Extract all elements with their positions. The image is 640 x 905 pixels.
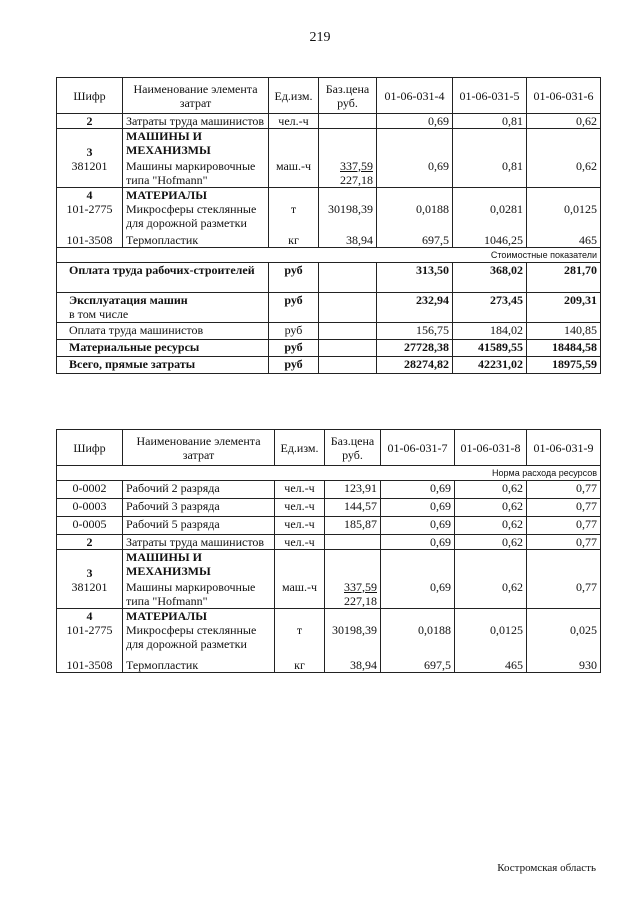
- row-value-2: 0,81: [453, 114, 527, 129]
- header-col-1: 01-06-031-7: [381, 430, 455, 466]
- summary-name: Оплата труда рабочих-строителей: [57, 263, 269, 293]
- row-name: Машины маркировочные типа "Hofmann": [123, 159, 269, 188]
- row-name: Рабочий 2 разряда: [123, 481, 275, 499]
- row-name: Затраты труда машинистов: [123, 114, 269, 129]
- row-value-3: 0,77: [527, 499, 601, 517]
- header-unit: Ед.изм.: [269, 78, 319, 114]
- row-value-2: 1046,25: [453, 230, 527, 248]
- row-value-1: 697,5: [377, 230, 453, 248]
- row-value-2: 0,0125: [455, 623, 527, 651]
- row-value-1: 0,69: [381, 580, 455, 609]
- row-price: 144,57: [325, 499, 381, 517]
- row-price: 38,94: [325, 651, 381, 673]
- summary-row: [57, 293, 601, 323]
- row-code: 2: [57, 535, 123, 550]
- row-value-2: 0,81: [453, 159, 527, 188]
- summary-name: Оплата труда машинистов: [57, 323, 269, 340]
- section-row: [57, 550, 601, 580]
- row-price: 30198,39: [319, 202, 377, 230]
- row-name: Рабочий 5 разряда: [123, 517, 275, 535]
- resource-table-1: [56, 77, 601, 374]
- row-code: 101-2775: [57, 202, 123, 230]
- section-row: [57, 187, 601, 202]
- section-row: [57, 608, 601, 623]
- summary-value-2: 42231,02: [453, 357, 527, 374]
- row-name: Микросферы стеклянные для дорожной разметки: [123, 202, 269, 230]
- row-value-3: 0,0125: [527, 202, 601, 230]
- row-value-2: 0,62: [455, 535, 527, 550]
- row-code: 2: [57, 114, 123, 129]
- row-price: 337,59 227,18: [325, 580, 381, 609]
- table-row: [57, 230, 601, 248]
- row-unit: чел.-ч: [275, 481, 325, 499]
- row-code: 101-3508: [57, 230, 123, 248]
- summary-value-3: 209,31: [527, 293, 601, 323]
- norm-label-row: [57, 466, 601, 481]
- row-name: Микросферы стеклянные для дорожной разметки: [123, 623, 275, 651]
- row-value-2: 0,62: [455, 517, 527, 535]
- summary-value-3: 18484,58: [527, 340, 601, 357]
- table-row: [57, 623, 601, 651]
- summary-value-1: 313,50: [377, 263, 453, 293]
- header-price: Баз.цена руб.: [325, 430, 381, 466]
- row-code: 0-0003: [57, 499, 123, 517]
- header-code: Шифр: [57, 78, 123, 114]
- row-code: 4: [57, 608, 123, 623]
- row-value-1: 0,69: [381, 499, 455, 517]
- summary-value-2: 273,45: [453, 293, 527, 323]
- row-value-3: 0,025: [527, 623, 601, 651]
- header-col-3: 01-06-031-6: [527, 78, 601, 114]
- row-value-3: 0,77: [527, 517, 601, 535]
- row-value-1: 0,69: [381, 517, 455, 535]
- row-value-2: 465: [455, 651, 527, 673]
- header-name: Наименование элемента затрат: [123, 430, 275, 466]
- summary-name: Эксплуатация машин в том числе: [57, 293, 269, 323]
- row-value-2: 0,62: [455, 580, 527, 609]
- summary-value-1: 28274,82: [377, 357, 453, 374]
- row-price: 123,91: [325, 481, 381, 499]
- summary-value-2: 41589,55: [453, 340, 527, 357]
- resource-table-2: [56, 429, 601, 673]
- row-name: Рабочий 3 разряда: [123, 499, 275, 517]
- header-col-3: 01-06-031-9: [527, 430, 601, 466]
- header-col-2: 01-06-031-8: [455, 430, 527, 466]
- header-name: Наименование элемента затрат: [123, 78, 269, 114]
- header-col-1: 01-06-031-4: [377, 78, 453, 114]
- row-unit: чел.-ч: [275, 517, 325, 535]
- summary-value-1: 232,94: [377, 293, 453, 323]
- row-value-1: 0,69: [377, 114, 453, 129]
- header-price: Баз.цена руб.: [319, 78, 377, 114]
- row-code: 101-2775: [57, 623, 123, 651]
- row-unit: кг: [269, 230, 319, 248]
- summary-value-1: 27728,38: [377, 340, 453, 357]
- row-value-2: 0,62: [455, 481, 527, 499]
- row-unit: кг: [275, 651, 325, 673]
- summary-unit: руб: [269, 293, 319, 323]
- table-row: [57, 580, 601, 609]
- row-value-1: 0,0188: [377, 202, 453, 230]
- summary-unit: руб: [269, 263, 319, 293]
- row-value-3: 0,77: [527, 580, 601, 609]
- row-price: 185,87: [325, 517, 381, 535]
- header-col-2: 01-06-031-5: [453, 78, 527, 114]
- row-value-2: 0,0281: [453, 202, 527, 230]
- table-row: [57, 651, 601, 673]
- row-code: 381201: [57, 580, 123, 609]
- row-value-3: 0,62: [527, 114, 601, 129]
- summary-value-3: 18975,59: [527, 357, 601, 374]
- row-unit: маш.-ч: [275, 580, 325, 609]
- norm-label: Норма расхода ресурсов: [381, 466, 601, 481]
- table-row: [57, 202, 601, 230]
- table-row: [57, 114, 601, 129]
- summary-value-3: 281,70: [527, 263, 601, 293]
- section-title: МАТЕРИАЛЫ: [123, 187, 269, 202]
- row-unit: чел.-ч: [269, 114, 319, 129]
- row-unit: маш.-ч: [269, 159, 319, 188]
- table-header-row: [57, 78, 601, 114]
- table-header-row: [57, 430, 601, 466]
- summary-unit: руб: [269, 340, 319, 357]
- region-footer: Костромская область: [497, 862, 596, 874]
- row-price: 337,59 227,18: [319, 159, 377, 188]
- row-value-3: 465: [527, 230, 601, 248]
- row-unit: чел.-ч: [275, 499, 325, 517]
- summary-row: [57, 357, 601, 374]
- summary-row: [57, 323, 601, 340]
- summary-unit: руб: [269, 357, 319, 374]
- row-price: [325, 535, 381, 550]
- summary-row: [57, 263, 601, 293]
- row-value-1: 697,5: [381, 651, 455, 673]
- row-code: 3: [57, 550, 123, 580]
- row-value-2: 0,62: [455, 499, 527, 517]
- cost-label-row: [57, 248, 601, 263]
- row-value-1: 0,69: [381, 481, 455, 499]
- row-value-1: 0,69: [381, 535, 455, 550]
- row-code: 101-3508: [57, 651, 123, 673]
- header-code: Шифр: [57, 430, 123, 466]
- section-title: МАТЕРИАЛЫ: [123, 608, 275, 623]
- row-value-3: 930: [527, 651, 601, 673]
- row-name: Термопластик: [123, 230, 269, 248]
- row-value-3: 0,77: [527, 481, 601, 499]
- section-row: [57, 129, 601, 159]
- section-title: МАШИНЫ И МЕХАНИЗМЫ: [123, 550, 275, 580]
- row-value-3: 0,77: [527, 535, 601, 550]
- header-unit: Ед.изм.: [275, 430, 325, 466]
- row-price: [319, 114, 377, 129]
- summary-unit: руб: [269, 323, 319, 340]
- summary-name: Всего, прямые затраты: [57, 357, 269, 374]
- row-code: 4: [57, 187, 123, 202]
- row-value-1: 0,0188: [381, 623, 455, 651]
- row-price: 30198,39: [325, 623, 381, 651]
- row-value-3: 0,62: [527, 159, 601, 188]
- summary-value-2: 368,02: [453, 263, 527, 293]
- table-row: [57, 535, 601, 550]
- row-unit: т: [269, 202, 319, 230]
- summary-name: Материальные ресурсы: [57, 340, 269, 357]
- row-price: 38,94: [319, 230, 377, 248]
- summary-value-1: 156,75: [377, 323, 453, 340]
- summary-value-3: 140,85: [527, 323, 601, 340]
- row-code: 0-0005: [57, 517, 123, 535]
- table-row: [57, 481, 601, 499]
- table-row: [57, 517, 601, 535]
- row-code: 381201: [57, 159, 123, 188]
- row-value-1: 0,69: [377, 159, 453, 188]
- summary-row: [57, 340, 601, 357]
- section-title: МАШИНЫ И МЕХАНИЗМЫ: [123, 129, 269, 159]
- table-row: [57, 159, 601, 188]
- row-name: Машины маркировочные типа "Hofmann": [123, 580, 275, 609]
- row-code: 3: [57, 129, 123, 159]
- cost-indicators-label: Стоимостные показатели: [377, 248, 601, 263]
- page-number: 219: [309, 30, 331, 45]
- table-row: [57, 499, 601, 517]
- row-code: 0-0002: [57, 481, 123, 499]
- row-unit: т: [275, 623, 325, 651]
- row-name: Затраты труда машинистов: [123, 535, 275, 550]
- summary-value-2: 184,02: [453, 323, 527, 340]
- row-unit: чел.-ч: [275, 535, 325, 550]
- row-name: Термопластик: [123, 651, 275, 673]
